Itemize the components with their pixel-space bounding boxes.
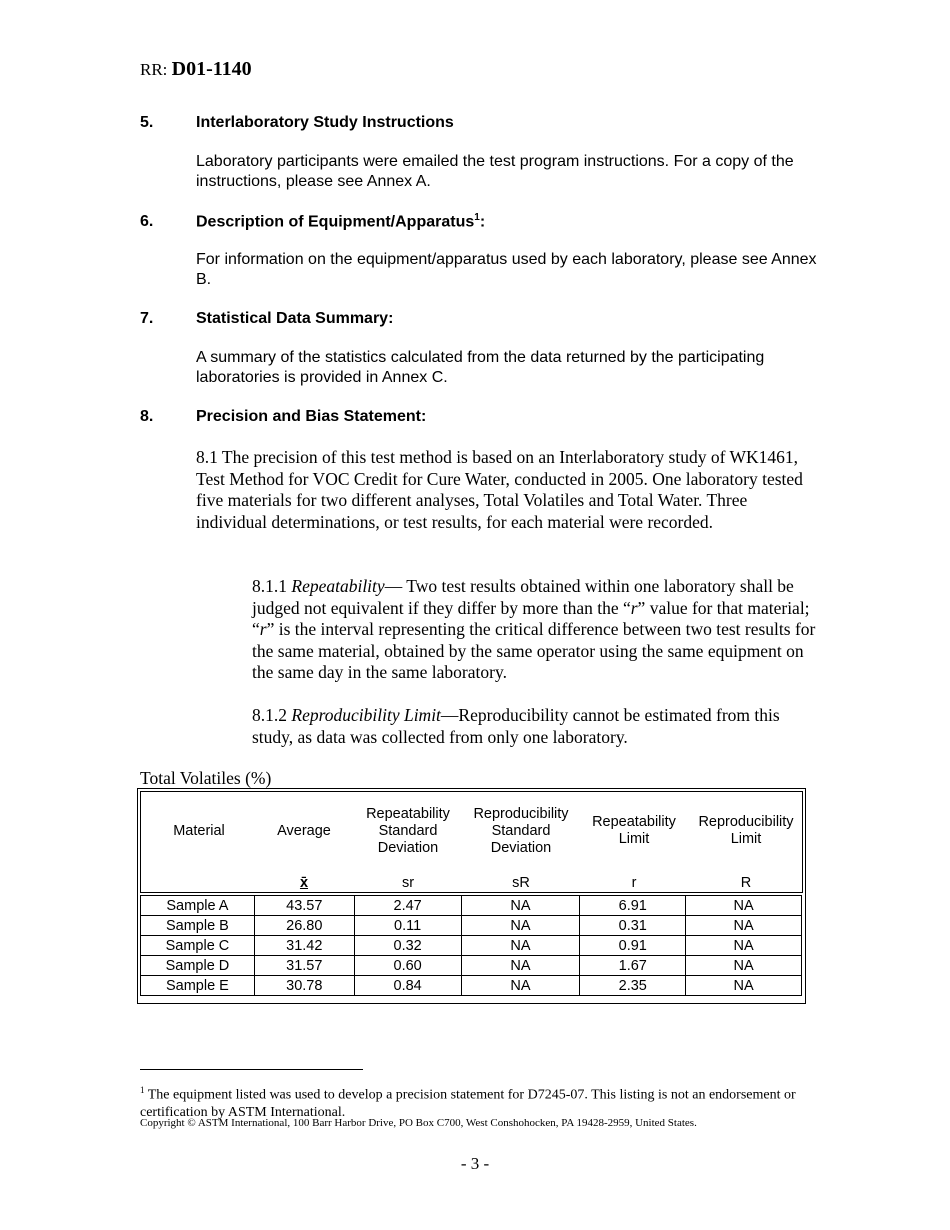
cell-sr: 2.47 xyxy=(354,896,461,916)
r-symbol: r xyxy=(630,597,638,618)
cell-r: 0.31 xyxy=(580,916,686,936)
cell-sr: 0.11 xyxy=(354,916,461,936)
section-title: Description of Equipment/Apparatus xyxy=(196,213,475,231)
data-table xyxy=(140,895,802,996)
symbol-sR: sR xyxy=(512,875,530,891)
section-6-heading xyxy=(140,212,485,231)
cell-R: NA xyxy=(686,976,802,996)
cell-R: NA xyxy=(686,896,802,916)
footnote-marker: 1 xyxy=(140,1085,145,1095)
cell-R: NA xyxy=(686,956,802,976)
table-row xyxy=(141,976,802,996)
cell-material: Sample D xyxy=(141,956,255,976)
symbol-average: x̄ xyxy=(299,875,309,891)
paragraph-text: —Reproducibility cannot be estimated from this study, as data was collected from only one laboratory. xyxy=(252,705,780,747)
report-code: D01-1140 xyxy=(171,58,252,80)
cell-R: NA xyxy=(686,916,802,936)
cell-sR: NA xyxy=(461,916,580,936)
footnote-separator xyxy=(140,1069,363,1070)
cell-average: 26.80 xyxy=(254,916,354,936)
term-repeatability: Repeatability xyxy=(291,576,385,596)
footnote-text: The equipment listed was used to develop a precision statement for D7245-07. This listing is not an endorsement or certification by ASTM International. xyxy=(140,1087,796,1120)
cell-sR: NA xyxy=(461,956,580,976)
copyright-line: Copyright © ASTM International, 100 Barr Harbor Drive, PO Box C700, West Conshohocken, PA 19428-2959, United States. xyxy=(140,1117,697,1129)
cell-R: NA xyxy=(686,936,802,956)
paragraph-8-1: 8.1 The precision of this test method is based on an Interlaboratory study of WK1461, Test Method for VOC Credit for Cure Water, conducted in 2005. One laboratory tested five materials for two different analyses, Total Volatiles and Total Water. Three individual determinations, or test results, for each material were recorded. xyxy=(196,447,803,532)
header-reproducibility-limit: Reproducibility Limit xyxy=(698,814,794,847)
section-number: 5. xyxy=(140,114,154,131)
r-symbol: r xyxy=(259,619,267,639)
section-title: Interlaboratory Study Instructions xyxy=(196,114,454,131)
section-number: 7. xyxy=(140,310,154,327)
section-8-heading xyxy=(140,408,426,426)
section-title: Statistical Data Summary: xyxy=(196,310,394,327)
cell-average: 31.42 xyxy=(254,936,354,956)
header-repeatability-limit: Repeatability Limit xyxy=(592,814,676,847)
cell-sR: NA xyxy=(461,936,580,956)
section-number: 6. xyxy=(140,213,154,231)
cell-r: 6.91 xyxy=(580,896,686,916)
table-row xyxy=(141,956,802,976)
section-5-heading xyxy=(140,114,454,132)
results-table xyxy=(137,788,806,1004)
table-row xyxy=(141,896,802,916)
footnote-ref: 1 xyxy=(474,212,480,223)
cell-material: Sample C xyxy=(141,936,255,956)
term-reproducibility-limit: Reproducibility Limit xyxy=(291,705,441,725)
footnote xyxy=(140,1082,820,1121)
table-row xyxy=(141,916,802,936)
cell-material: Sample B xyxy=(141,916,255,936)
document-header xyxy=(140,58,252,81)
paragraph-8-1-1 xyxy=(252,576,817,684)
symbol-r: r xyxy=(631,875,637,891)
cell-material: Sample A xyxy=(141,896,255,916)
paragraph-text: ” is the interval representing the critical difference between two test results for the same material, obtained by the same operator using the same equipment on the same day in the same laboratory. xyxy=(252,619,816,682)
cell-sr: 0.84 xyxy=(354,976,461,996)
table-caption: Total Volatiles (%) xyxy=(140,768,272,788)
paragraph-text: — Two test results obtained within one laboratory shall be judged not equivalent if they differ by more than the “ xyxy=(252,576,794,618)
cell-r: 0.91 xyxy=(580,936,686,956)
section-number: 8. xyxy=(140,408,154,425)
table-row xyxy=(141,936,802,956)
cell-sR: NA xyxy=(461,976,580,996)
header-average: Average xyxy=(277,823,331,839)
section-6-body: For information on the equipment/apparatus used by each laboratory, please see Annex B. xyxy=(196,251,817,288)
paragraph-number: 8.1.2 xyxy=(252,705,287,725)
section-7-heading xyxy=(140,310,393,328)
cell-sR: NA xyxy=(461,896,580,916)
header-prefix: RR: xyxy=(140,60,168,79)
section-5-body: Laboratory participants were emailed the test program instructions. For a copy of the instructions, please see Annex A. xyxy=(196,153,794,190)
cell-material: Sample E xyxy=(141,976,255,996)
cell-average: 30.78 xyxy=(254,976,354,996)
cell-r: 2.35 xyxy=(580,976,686,996)
paragraph-number: 8.1.1 xyxy=(252,576,287,596)
section-title: Precision and Bias Statement: xyxy=(196,408,427,425)
page-number: - 3 - xyxy=(460,1154,490,1173)
cell-average: 31.57 xyxy=(254,956,354,976)
cell-sr: 0.60 xyxy=(354,956,461,976)
cell-sr: 0.32 xyxy=(354,936,461,956)
paragraph-8-1-2 xyxy=(252,705,817,748)
symbol-sr: sr xyxy=(401,875,415,891)
section-7-body: A summary of the statistics calculated from the data returned by the participating laboratories is provided in Annex C. xyxy=(196,349,765,386)
header-reproducibility-sd: Reproducibility Standard Deviation xyxy=(473,806,569,856)
symbol-R: R xyxy=(740,875,752,891)
header-material: Material xyxy=(173,823,225,839)
paragraph-text: ” value for that material; “ xyxy=(252,597,810,639)
cell-average: 43.57 xyxy=(254,896,354,916)
section-title-suffix: : xyxy=(479,213,486,231)
cell-r: 1.67 xyxy=(580,956,686,976)
header-repeatability-sd: Repeatability Standard Deviation xyxy=(366,806,450,856)
